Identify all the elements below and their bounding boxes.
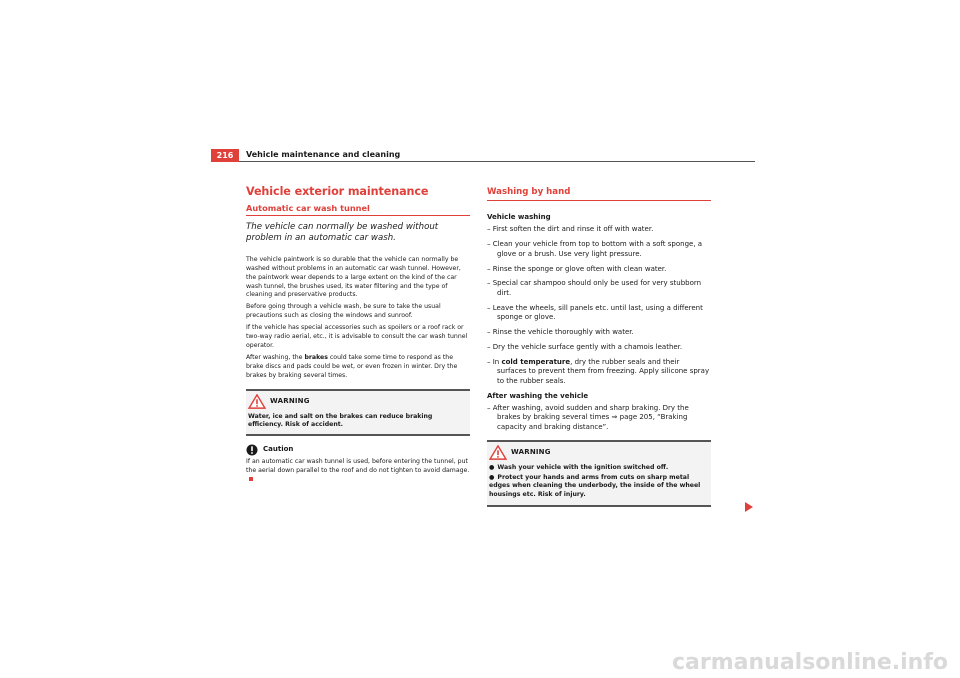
paragraph-brakes-bold: brakes — [304, 353, 328, 361]
watermark: carmanualsonline.info — [672, 650, 948, 675]
warning-box-right — [487, 440, 711, 506]
paragraph-brakes — [246, 354, 470, 381]
running-header-title: Vehicle maintenance and cleaning — [246, 150, 401, 159]
right-column — [487, 188, 711, 515]
warning-label-right: WARNING — [511, 448, 551, 457]
bullet-icon: ● — [489, 473, 495, 481]
page-number: 216 — [211, 149, 239, 162]
step-cold-post: , dry the rubber seals and their surfaces to prevent them from freezing. Apply silicone spray to the rubber seals. — [497, 357, 710, 385]
paragraph-brakes-pre: After washing, the — [246, 353, 305, 361]
step-item: – Special car shampoo should only be used for very stubborn dirt. — [487, 279, 702, 297]
paragraph-accessories: If the vehicle has special accessories such as spoilers or a roof rack or two-way radio aerial, etc., it is advisable to consult the car wash tunnel operator. — [246, 324, 468, 349]
intro-text: The vehicle can normally be washed without problem in an automatic car wash. — [246, 221, 439, 244]
warning-bullet — [489, 474, 709, 500]
section-title: Vehicle exterior maintenance — [246, 185, 429, 198]
washing-by-hand-title: Washing by hand — [487, 188, 711, 201]
header-divider — [239, 161, 755, 162]
warning-triangle-icon — [489, 445, 507, 460]
warning-triangle-icon — [248, 394, 266, 409]
caution-header — [246, 444, 470, 456]
caution-label: Caution — [263, 445, 294, 454]
warning-header-right — [489, 445, 709, 460]
step-item: – Leave the wheels, sill panels etc. until last, using a different sponge or glove. — [487, 303, 703, 322]
warning-box — [246, 389, 470, 436]
after-washing-step: – After washing, avoid sudden and sharp braking. Dry the brakes by braking several times ⇒ page 205, “Braking capacity and braking distance”. — [487, 404, 689, 431]
step-item: – First soften the dirt and rinse it off with water. — [487, 225, 654, 234]
vehicle-washing-heading: Vehicle washing — [487, 212, 551, 221]
subsection-title: Automatic car wash tunnel — [246, 204, 470, 216]
warning-bullet-text: Wash your vehicle with the ignition switched off. — [497, 464, 669, 472]
step-item: – Rinse the sponge or glove often with clean water. — [487, 264, 667, 273]
paragraph-brakes-post: could take some time to respond as the brake discs and pads could be wet, or even frozen in winter. Dry the brakes by braking several times. — [246, 353, 458, 379]
step-item-cold — [487, 358, 711, 386]
paragraph-paintwork: The vehicle paintwork is so durable that the vehicle can normally be washed without problems in an automatic car wash tunnel. However, the paintwork wear depends to a large extent on the kind of the car wash tunnel, the brushes used, its water filtering and the type of cleaning and preservative products. — [246, 255, 461, 299]
continue-arrow-icon — [745, 502, 753, 512]
warning-bullet — [489, 464, 709, 473]
warning-text: Water, ice and salt on the brakes can reduce braking efficiency. Risk of accident. — [248, 412, 433, 429]
warning-header — [248, 394, 468, 409]
paragraph-precautions: Before going through a vehicle wash, be sure to take the usual precautions such as closing the windows and sunroof. — [246, 303, 441, 320]
warning-label: WARNING — [270, 396, 310, 405]
caution-text: If an automatic car wash tunnel is used, before entering the tunnel, put the aerial down parallel to the roof and do not tighten to avoid damage. — [246, 457, 470, 474]
step-item: – Dry the vehicle surface gently with a chamois leather. — [487, 342, 683, 351]
caution-text-line — [246, 458, 470, 485]
bullet-icon: ● — [489, 464, 495, 472]
warning-bullet-text: Protect your hands and arms from cuts on sharp metal edges when cleaning the underbody, the inside of the wheel housings etc. Risk of injury. — [489, 473, 701, 498]
end-of-section-mark — [249, 477, 253, 481]
step-item: – Clean your vehicle from top to bottom with a soft sponge, a glove or a brush. Use very light pressure. — [487, 240, 703, 258]
step-cold-bold: cold temperature — [501, 357, 571, 366]
left-column — [246, 185, 470, 488]
after-washing-heading: After washing the vehicle — [487, 391, 589, 400]
step-cold-pre: – In — [487, 357, 502, 366]
step-item: – Rinse the vehicle thoroughly with water. — [487, 328, 634, 337]
caution-exclamation-icon — [246, 444, 258, 456]
